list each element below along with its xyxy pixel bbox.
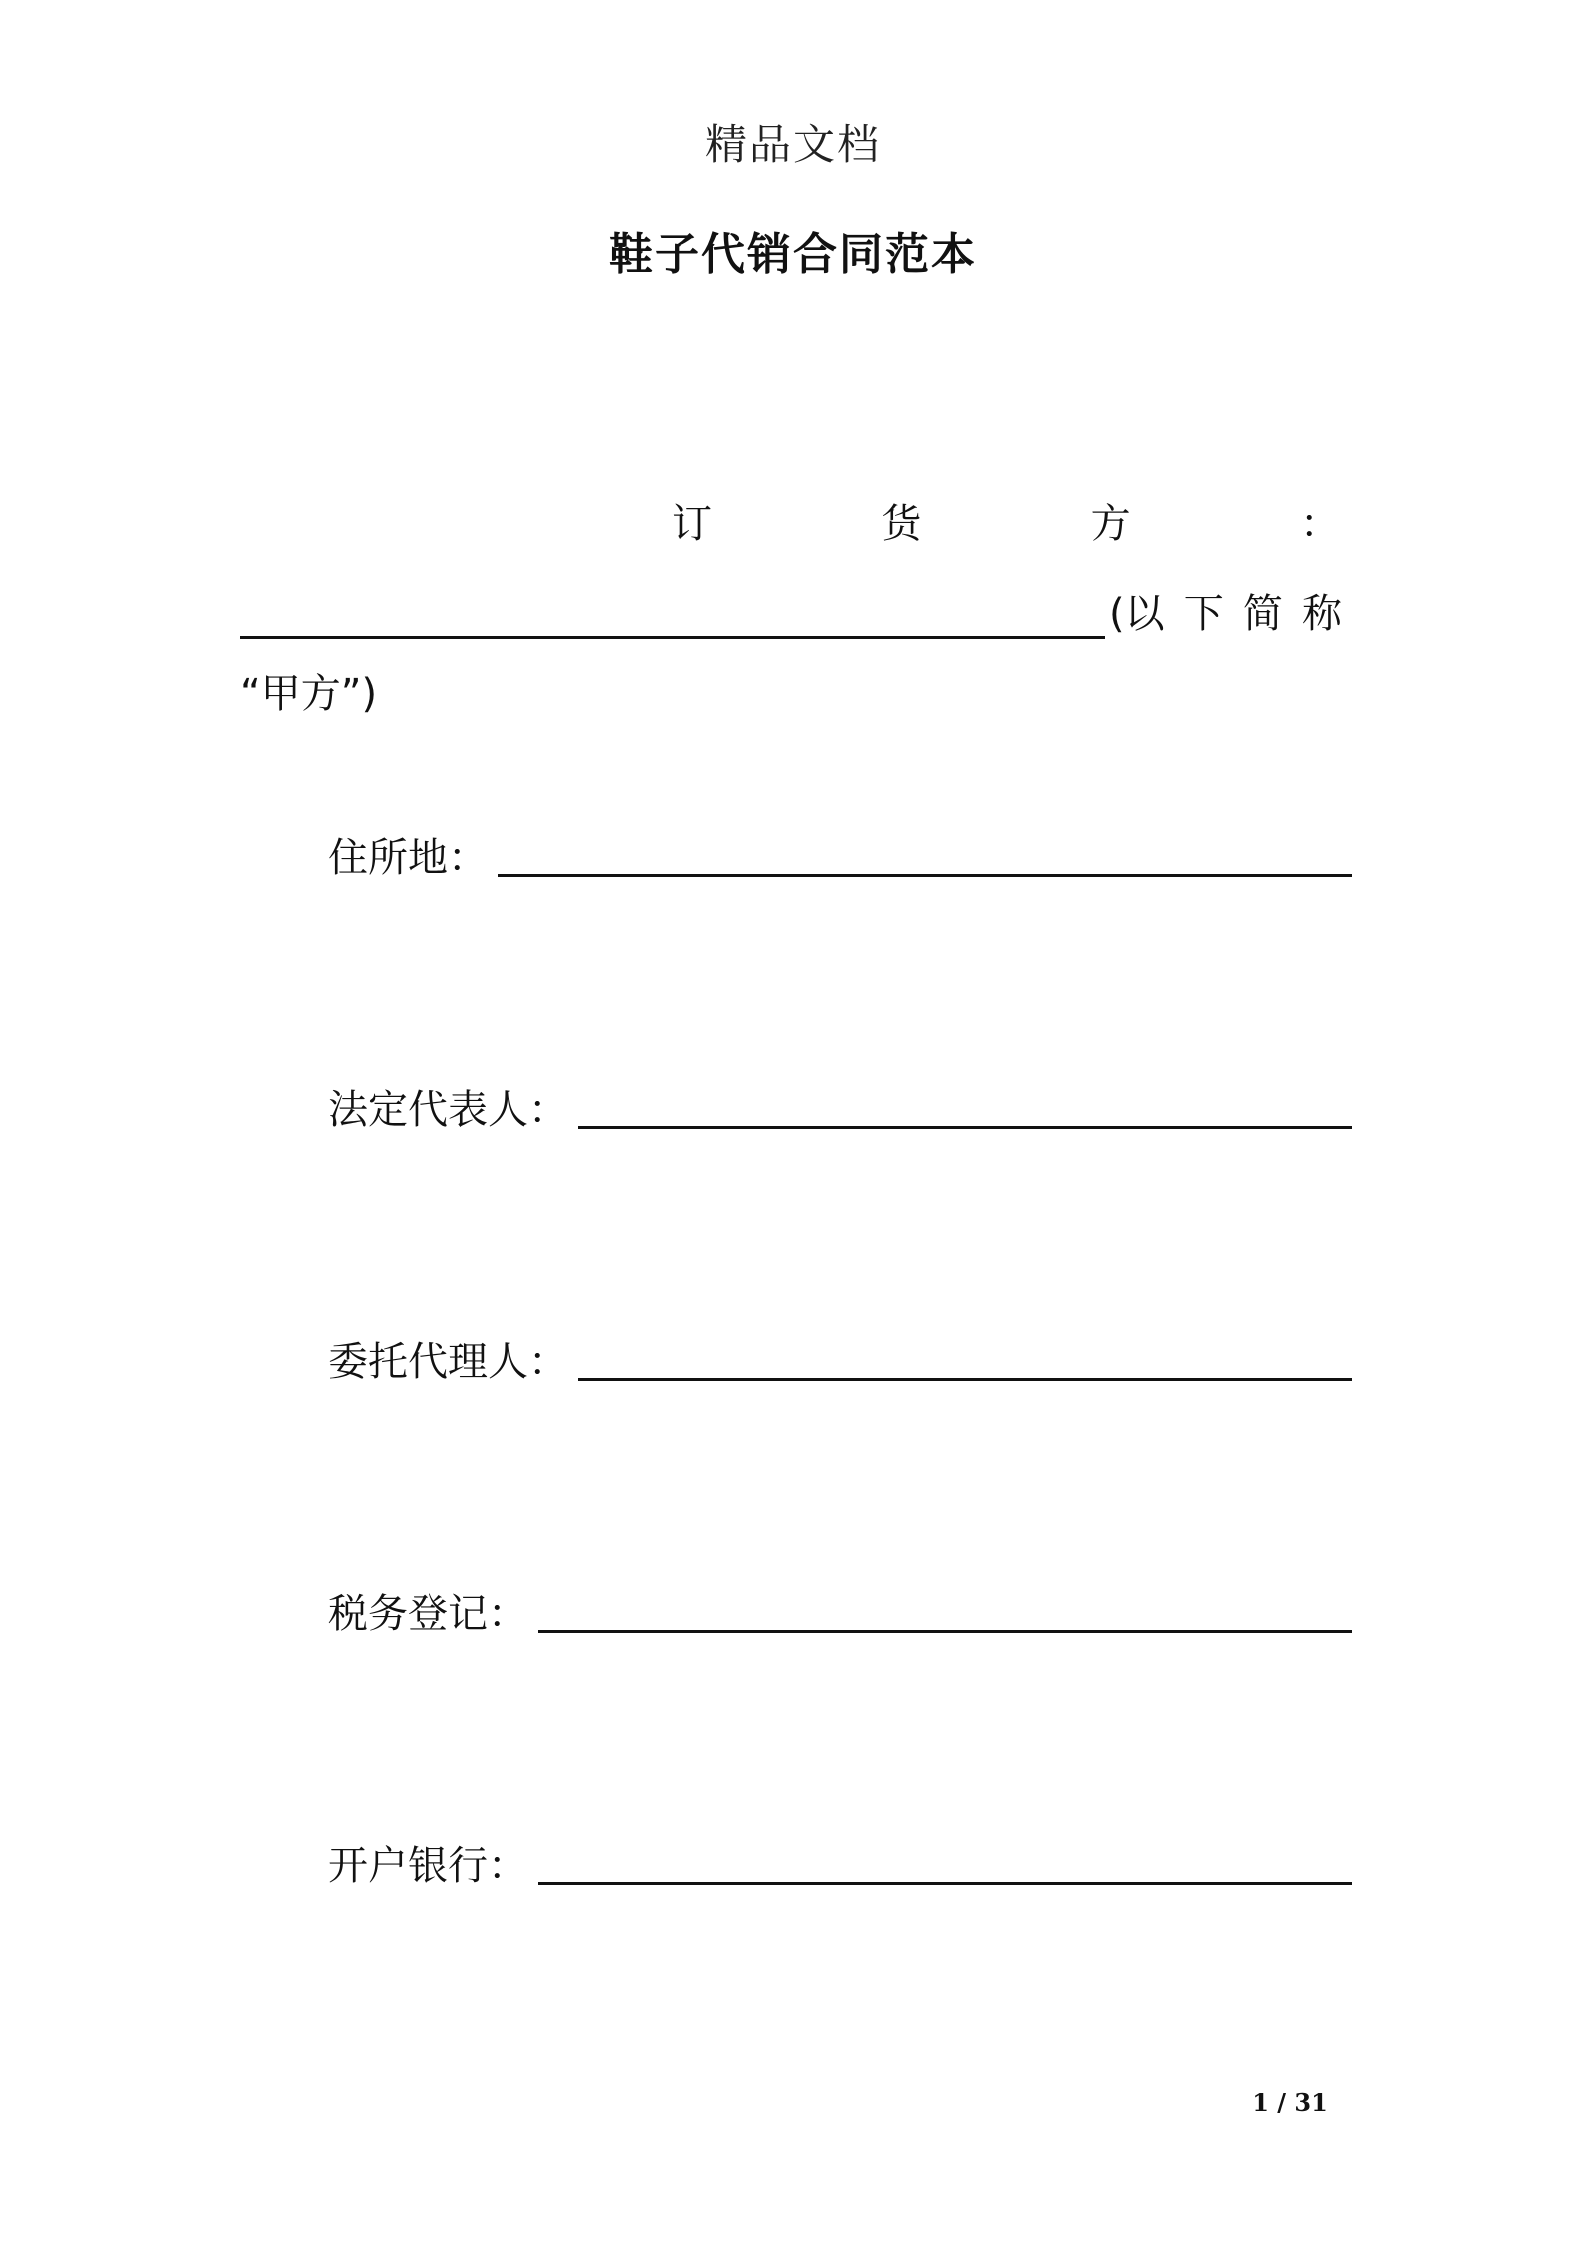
party-name-blank[interactable] — [240, 592, 1105, 639]
party-suffix-char: (以 — [1109, 591, 1165, 637]
field-label: 税务登记： — [328, 1591, 528, 1637]
party-name-line — [240, 582, 1342, 639]
field-authorized-agent — [328, 1330, 1352, 1387]
page-number: 1 / 31 — [1252, 2088, 1328, 2117]
field-label: 开户银行： — [328, 1843, 528, 1889]
party-label — [672, 492, 1340, 549]
field-label: 住所地： — [328, 835, 488, 881]
field-blank[interactable] — [498, 834, 1352, 877]
field-tax-registration — [328, 1582, 1352, 1639]
party-suffix — [1105, 582, 1342, 639]
field-bank — [328, 1834, 1352, 1891]
field-blank[interactable] — [578, 1086, 1352, 1129]
field-blank[interactable] — [538, 1590, 1352, 1633]
party-label-char: 方 — [1090, 501, 1131, 547]
field-address — [328, 826, 1352, 883]
party-suffix-char: 下 — [1183, 591, 1224, 637]
party-label-char: 货 — [881, 501, 922, 547]
field-legal-representative — [328, 1078, 1352, 1135]
party-alias: “甲方”) — [240, 671, 378, 717]
document-title: 鞋子代销合同范本 — [609, 229, 977, 280]
party-suffix-char: 称 — [1301, 591, 1342, 637]
field-label: 委托代理人： — [328, 1339, 568, 1385]
field-blank[interactable] — [578, 1338, 1352, 1381]
party-label-char: 订 — [672, 501, 712, 547]
field-label: 法定代表人： — [328, 1087, 568, 1133]
party-label-char: ： — [1299, 501, 1340, 547]
header-text: 精品文档 — [704, 120, 881, 169]
party-suffix-char: 简 — [1242, 591, 1283, 637]
field-blank[interactable] — [538, 1842, 1352, 1885]
